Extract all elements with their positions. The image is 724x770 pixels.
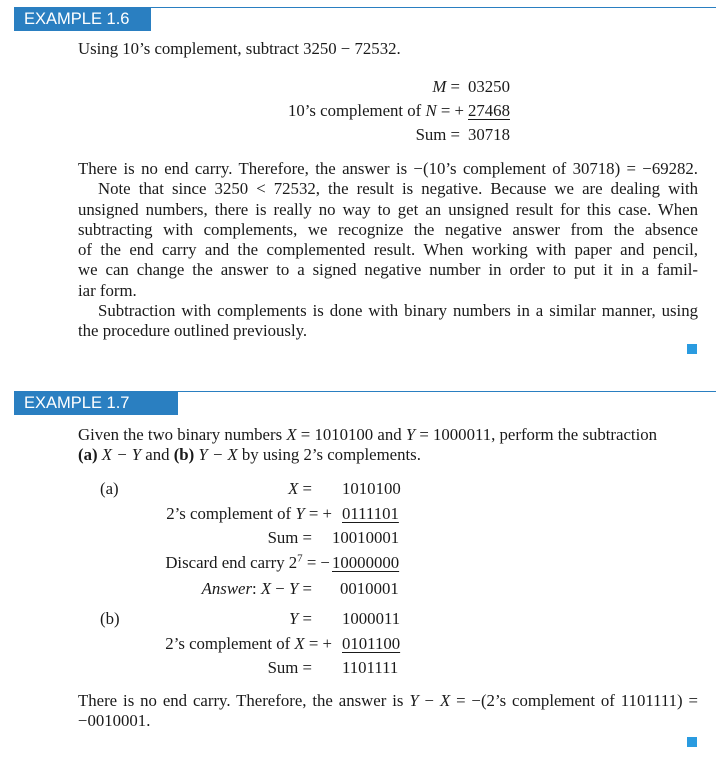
part-a-discard-label: Discard end carry $2^7$ = − <box>165 552 330 572</box>
part-b-complement-value: 0101100 <box>342 634 401 653</box>
body-line: the procedure outlined previously. <box>78 321 308 341</box>
body-line: unsigned numbers, there is really no way to get an unsigned result for this case. When <box>78 199 698 219</box>
part-a-discard-value: 10000000 <box>332 553 400 572</box>
body-line: Note that since 3250 < 72532, the result is negative. Because we are dealing with <box>98 179 698 199</box>
example-1-6-intro: Using 10’s complement, subtract 3250 − 72532. <box>78 39 401 58</box>
part-b-y-label: Y = <box>288 609 312 628</box>
part-b-complement-label: 2’s complement of X = + <box>165 634 332 653</box>
part-a-x-value: 1010100 <box>342 479 401 498</box>
part-a-complement-value: 0111101 <box>342 504 399 523</box>
sum-label: Sum = <box>415 125 460 144</box>
m-label: M = <box>432 77 460 96</box>
part-a-sum-value: 10010001 <box>332 528 400 547</box>
conclusion-line: −0010001. <box>78 711 151 731</box>
end-of-example-marker <box>687 344 697 354</box>
m-value: 03250 <box>468 77 510 96</box>
body-line: Subtraction with complements is done with binary numbers in a similar manner, using <box>98 301 698 321</box>
part-a-answer-value: 0010001 <box>340 579 399 598</box>
complement-n-label: 10’s complement of N = + <box>287 101 464 120</box>
body-line: iar form. <box>78 280 137 300</box>
part-b-sum-label: Sum = <box>267 658 312 677</box>
part-a-sum-label: Sum = <box>267 528 312 547</box>
complement-n-value: 27468 <box>468 101 510 120</box>
part-b-y-value: 1000011 <box>342 609 401 628</box>
part-a-complement-label: 2’s complement of Y = + <box>166 504 332 523</box>
body-line: we can change the answer to a signed negative number in order to put it in a famil- <box>78 260 698 280</box>
body-line: subtracting with complements, we recognize the negative answer from the absence <box>78 219 698 239</box>
end-of-example-marker <box>687 737 697 747</box>
example-1-7-intro-line-1: Given the two binary numbers X = 1010100 and Y = 1000011, perform the subtraction <box>78 425 658 444</box>
conclusion-line: There is no end carry. Therefore, the answer is Y − X = −(2’s complement of 1101111) = <box>78 691 698 710</box>
part-b-sum-value: 1101111 <box>342 658 399 677</box>
part-a-answer-label: Answer: X − Y = <box>201 579 312 598</box>
part-a-x-label: X = <box>288 479 312 498</box>
example-1-7-title: EXAMPLE 1.7 <box>14 391 178 415</box>
sum-value: 30718 <box>468 125 510 144</box>
body-line: There is no end carry. Therefore, the answer is −(10’s complement of 30718) = −69282. <box>78 159 698 178</box>
example-1-6-body <box>78 159 698 342</box>
part-b-tag: (b) <box>100 609 120 628</box>
example-1-6-title: EXAMPLE 1.6 <box>14 7 151 31</box>
example-1-7-conclusion <box>78 691 698 732</box>
part-a-tag: (a) <box>100 479 119 498</box>
body-line: of the end carry and the complemented result. When working with paper and pencil, <box>78 240 698 260</box>
example-1-7-intro-line-2: (a) X − Y and (b) Y − X by using 2’s complements. <box>78 445 421 464</box>
